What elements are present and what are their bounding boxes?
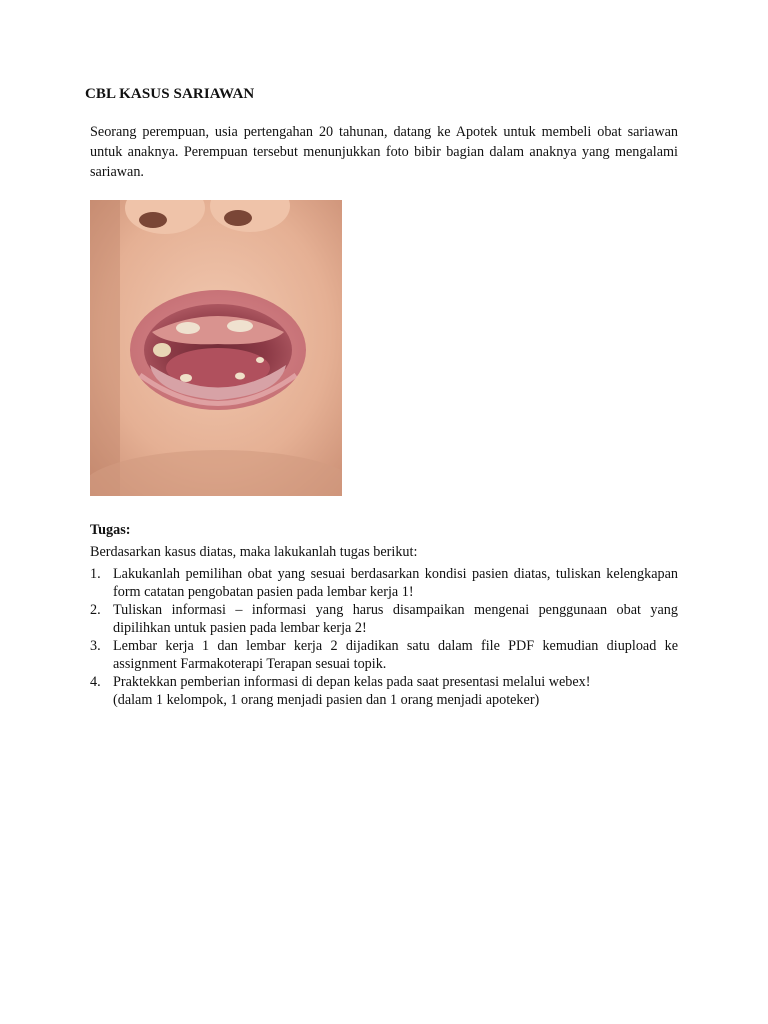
task-list [90,566,678,710]
task-text: Lakukanlah pemilihan obat yang sesuai berdasarkan kondisi pasien diatas, tuliskan kelengkapan form catatan pengobatan pasien pada lembar kerja 1! [113,566,678,600]
task-number: 3. [90,638,101,654]
document-title: CBL KASUS SARIAWAN [85,86,255,102]
task-item-2 [90,602,678,637]
task-item-4 [90,674,678,709]
task-note: (dalam 1 kelompok, 1 orang menjadi pasien dan 1 orang menjadi apoteker) [113,691,540,708]
task-text: Tuliskan informasi – informasi yang harus disampaikan mengenai penggunaan obat yang dipilihkan untuk pasien pada lembar kerja 2! [113,602,678,636]
task-item-1 [90,566,678,601]
task-number: 1. [90,566,101,582]
task-number: 4. [90,674,101,690]
mouth-photo [90,200,342,496]
task-item-3 [90,638,678,673]
case-description: Seorang perempuan, usia pertengahan 20 tahunan, datang ke Apotek untuk membeli obat sariawan untuk anaknya. Perempuan tersebut menunjukkan foto bibir bagian dalam anaknya yang mengalami sariawan. [90,124,678,180]
task-number: 2. [90,602,101,618]
tasks-heading: Tugas: [90,522,131,538]
task-text: Praktekkan pemberian informasi di depan kelas pada saat presentasi melalui webex! [113,674,591,690]
tasks-intro: Berdasarkan kasus diatas, maka lakukanlah tugas berikut: [90,544,418,560]
task-text: Lembar kerja 1 dan lembar kerja 2 dijadikan satu dalam file PDF kemudian diupload ke assignment Farmakoterapi Terapan sesuai topik. [113,638,678,672]
